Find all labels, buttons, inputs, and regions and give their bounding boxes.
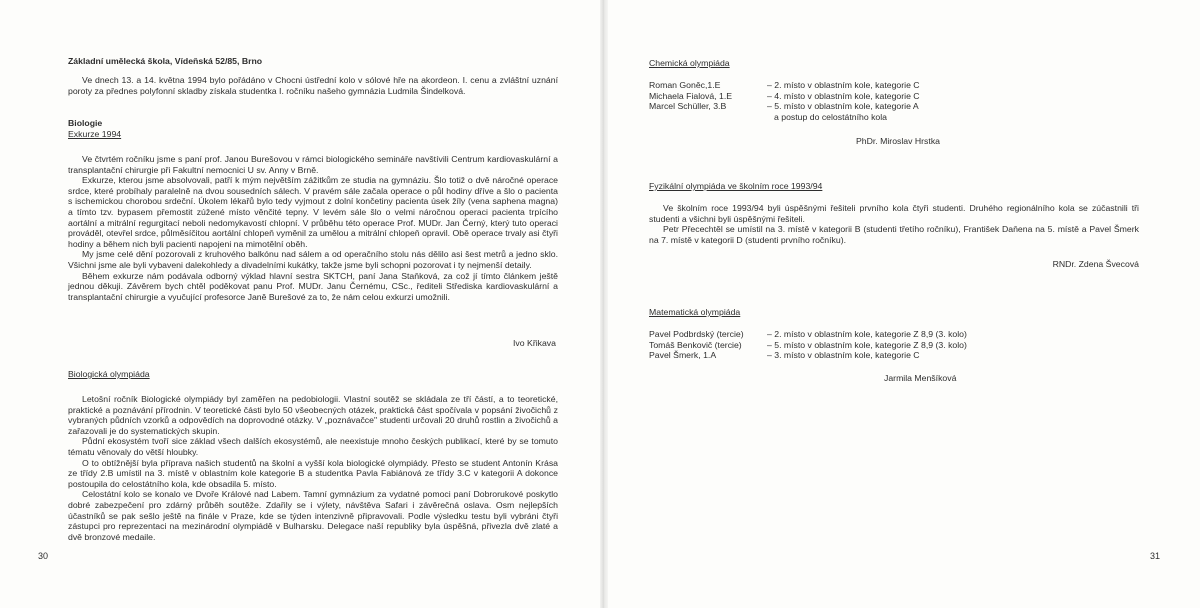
- phys-olympiad-text: [649, 203, 1139, 245]
- student-result: – 5. místo v oblastním kole, kategorie A: [767, 101, 919, 112]
- page-number-left: 30: [38, 551, 49, 561]
- excursion-text: [68, 154, 558, 302]
- student-name: Marcel Schüller, 3.B: [649, 101, 727, 112]
- phys-signature: RNDr. Zdena Švecová: [1052, 259, 1139, 269]
- bio-olympiad-paragraph: Celostátní kolo se konalo ve Dvoře Králové nad Labem. Tamní gymnázium za vydatné pomoci paní Dobrorukové poskytlo dobré zabezpečení pro zdárný průběh soutěže. Zdařily se i výlety, návštěva Safari i závěrečná oslava. Osm nejlepších účastníků se pak sešlo ještě na finále v Praze, kde se týden intenzivně připravovali. Podle výsledku testu byli vybráni čtyři zástupci pro reprezentaci na mezinárodní olympiádě v Bulharsku. Delegace naší republiky byla úspěšná, přivezla dvě zlaté a dvě bronzové medaile.: [68, 489, 558, 542]
- student-name: Michaela Fialová, 1.E: [649, 90, 733, 101]
- table-row: [649, 350, 967, 361]
- table-row: [649, 112, 920, 123]
- student-result: – 5. místo v oblastním kole, kategorie Z 8,9 (3. kolo): [767, 339, 967, 350]
- bio-olympiad-paragraph: Letošní ročník Biologické olympiády byl zaměřen na pedobiologii. Vlastní soutěž se skládala ze tří částí, a to teoretické, praktické a poznávání přírodnin. V teoretické části bylo 50 všeobecných otázek, praktická část spočívala v popsání živočichů z vybraných půdních vzorků a odpovědích na doprovodné otázky. V „poznávačce" studenti určovali 20 druhů rostlin a živočichů a zařazovali je do systematických skupin.: [68, 394, 558, 436]
- student-name: Pavel Šmerk, 1.A: [649, 350, 717, 361]
- bio-olympiad-heading: Biologická olympiáda: [68, 369, 150, 379]
- student-result: – 2. místo v oblastním kole, kategorie C: [767, 80, 920, 90]
- school-heading: Základní umělecká škola, Vídeňská 52/85, Brno: [68, 56, 263, 66]
- right-page: [608, 0, 1200, 608]
- excursion-paragraph: My jsme celé dění pozorovali z kruhového balkónu nad sálem a od operačního stolu nás dělilo asi šest metrů a jedno sklo. Všichni jsme ale byli vybaveni dalekohledy a divadelními kukátky, takže jsme byli schopni pozorovat i ty nejmenší detaily.: [68, 249, 558, 270]
- excursion-paragraph: Během exkurze nám podávala odborný výklad hlavní sestra SKTCH, paní Jana Staňková, za což jí tímto článkem ještě jednou děkuji. Závěrem bych chtěl poděkovat panu Prof. MUDr. Janu Černému, CSc., řediteli Střediska kardiovaskulární a transplantační chirurgie a vyučující profesorce Janě Burešové za to, že nám celou exkurzi umožnili.: [68, 270, 558, 302]
- page-number-right: 31: [1150, 551, 1161, 561]
- school-paragraph: Ve dnech 13. a 14. května 1994 bylo pořádáno v Chocni ústřední kolo v sólové hře na akordeon. I. cenu a zvláštní uznání poroty za přednes polyfonní skladby získala studentka I. ročníku našeho gymnázia Ludmila Šindelková.: [68, 75, 558, 96]
- bio-olympiad-text: [68, 394, 558, 542]
- table-row: [649, 329, 967, 340]
- book-gutter: [600, 0, 608, 608]
- student-result: – 4. místo v oblastním kole, kategorie C: [767, 90, 920, 101]
- chem-signature: PhDr. Miroslav Hrstka: [856, 136, 940, 146]
- biology-heading: Biologie: [68, 118, 103, 128]
- table-row: [649, 80, 920, 91]
- chem-results-table: [649, 80, 920, 122]
- student-name: [649, 112, 767, 123]
- chem-olympiad-heading: Chemická olympiáda: [649, 58, 730, 68]
- bio-olympiad-paragraph: Půdní ekosystém tvoří sice základ všech dalších ekosystémů, ale neexistuje mnoho českých publikací, které by se tomuto tématu věnovaly do větší hloubky.: [68, 436, 558, 457]
- table-row: [649, 101, 920, 112]
- student-name: Tomáš Benkovič (tercie): [649, 339, 742, 350]
- math-signature: Jarmila Menšíková: [884, 373, 957, 383]
- bio-olympiad-paragraph: O to obtížnější byla příprava našich studentů na školní a vyšší kola biologické olympiády. Přesto se student Antonín Krása ze třídy 2.B umístil na 3. místě v oblastním kole kategorie B a studentka Pavla Fabiánová ze třídy 3.C v kategorii A dokonce postoupila do celostátního kola, kde obsadila 5. místo.: [68, 457, 558, 489]
- excursion-paragraph: Ve čtvrtém ročníku jsme s paní prof. Janou Burešovou v rámci biologického semináře navštívili Centrum kardiovaskulární a transplantační chirurgie při Fakultní nemocnici U sv. Anny v Brně.: [68, 154, 558, 175]
- math-olympiad-heading: Matematická olympiáda: [649, 307, 741, 317]
- student-name: Pavel Podbrdský (tercie): [649, 329, 744, 339]
- student-result: a postup do celostátního kola: [774, 111, 888, 122]
- student-result: – 2. místo v oblastním kole, kategorie Z 8,9 (3. kolo): [767, 329, 967, 339]
- excursion-paragraph: Exkurze, kterou jsme absolvovali, patří k mým největším zážitkům ze studia na gymnáziu. Šlo totiž o dvě náročné operace srdce, které probíhaly paralelně na dvou sousedních sálech. V pravém sále začala operace o půl hodiny dříve a šlo o pacienta s ischemickou chorobou srdeční. Úkolem lékařů bylo tedy vyjmout z dolní končetiny pacienta úsek žíly (vena saphena magna) a tímto tzv. bypasem přemostit zúžené místo věnčité tepny. V levém sále šlo o velmi náročnou operaci pacienta trpícího aortální a mitrální regurgitací neboli nedomykavostí chlopní. V průběhu této operace Prof. MUDr. Jan Černý, který tuto operaci prováděl, otevřel srdce, půlměsíčitou aortální chlopeň vyměnil za umělou a mitrální chlopeň opravil. Obě operace trvaly asi čtyři hodiny a během nich byli pacienti napojeni na mimotělní oběh.: [68, 175, 558, 249]
- table-row: [649, 340, 967, 351]
- phys-paragraph: Petr Přecechtěl se umístil na 3. místě v kategorii B (studenti třetího ročníku), František Daňena na 5. místě a Pavel Šmerk na 7. místě v kategorii D (studenti prvního ročníku).: [649, 224, 1139, 245]
- excursion-subheading: Exkurze 1994: [68, 129, 122, 139]
- table-row: [649, 91, 920, 102]
- phys-olympiad-heading: Fyzikální olympiáda ve školním roce 1993/94: [649, 181, 823, 191]
- student-name: Roman Goněc,1.E: [649, 80, 721, 90]
- math-results-table: [649, 329, 967, 361]
- student-result: – 3. místo v oblastním kole, kategorie C: [767, 350, 920, 361]
- excursion-signature: Ivo Křikava: [513, 338, 556, 348]
- phys-paragraph: Ve školním roce 1993/94 byli úspěšnými řešiteli prvního kola čtyři studenti. Druhého regionálního kola se zúčastnili tři studenti a všichni byli úspěšnými řešiteli.: [649, 203, 1139, 224]
